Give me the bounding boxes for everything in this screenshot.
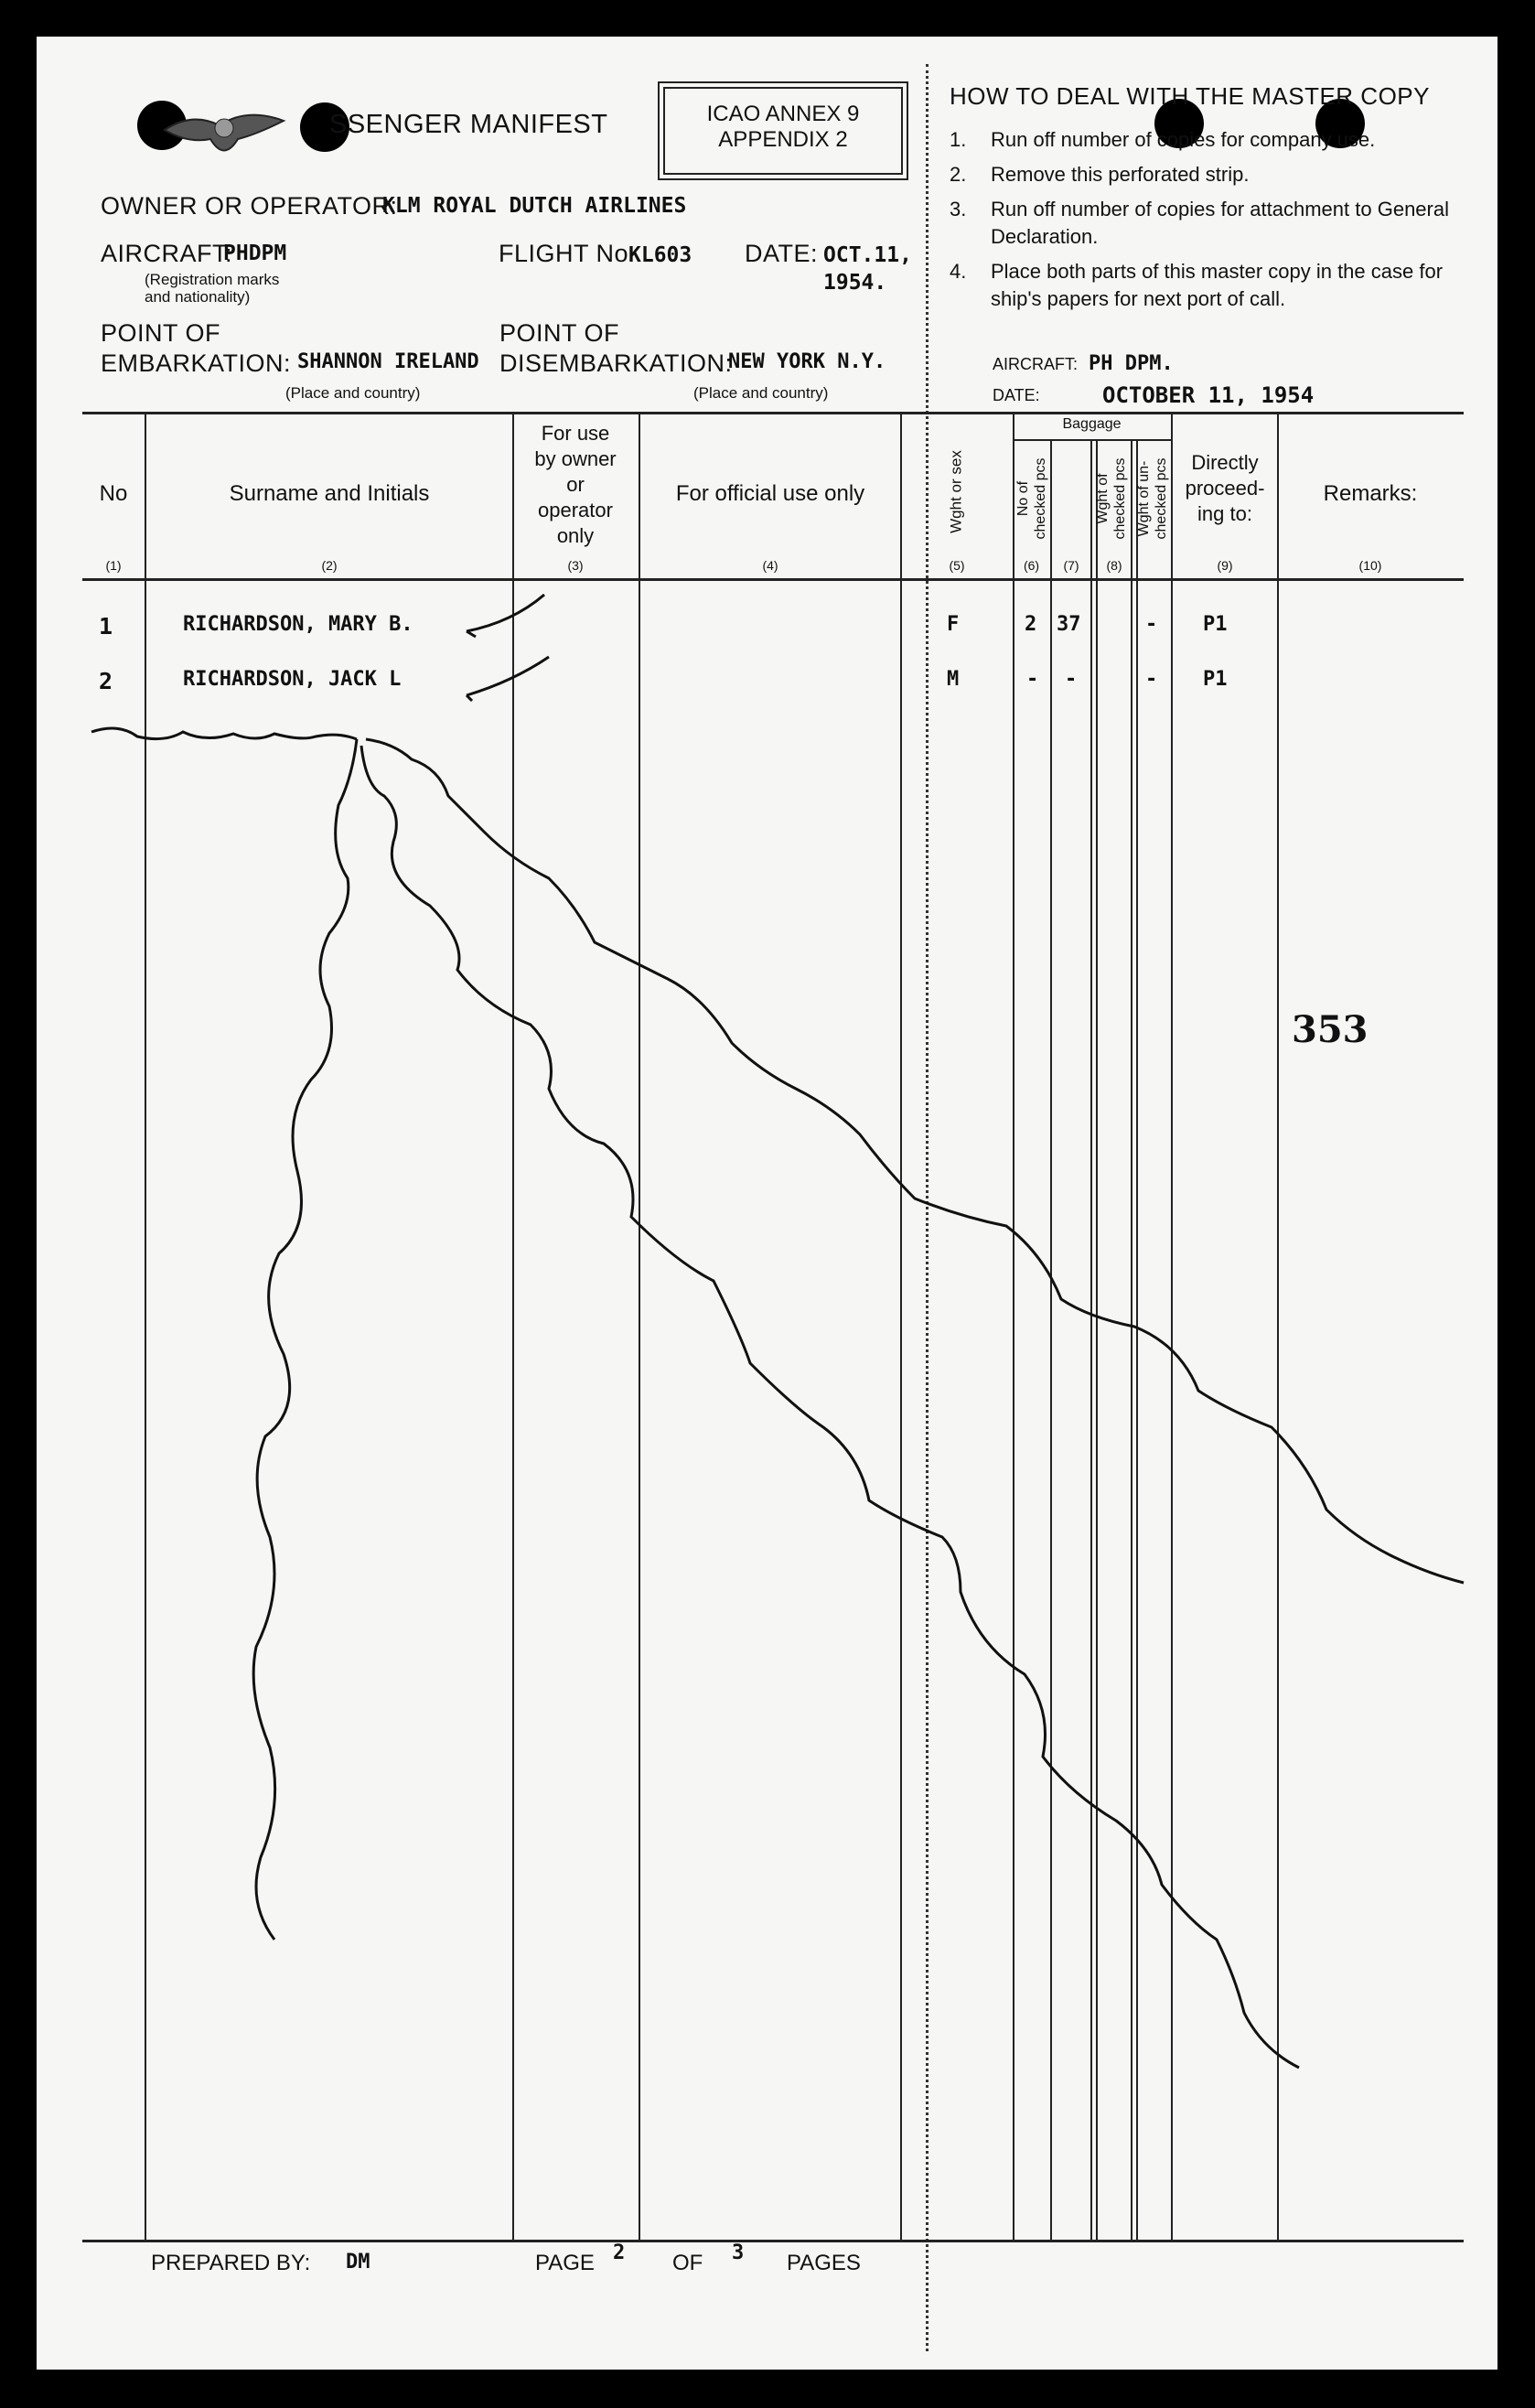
howto-aircraft-label: AIRCRAFT:: [993, 355, 1079, 373]
registration-note-line: (Registration marks: [145, 271, 280, 288]
col-header-no: No: [99, 481, 128, 506]
col-header-line: checked pcs: [1112, 457, 1128, 540]
col-number: (4): [762, 558, 778, 573]
col-header-line: only: [556, 524, 595, 547]
disembark-label-line: DISEMBARKATION:: [499, 349, 733, 377]
row-sex: M: [947, 668, 960, 691]
col-number: (10): [1358, 558, 1382, 573]
manifest-sheet: [37, 37, 1497, 2370]
col-number: (6): [1023, 558, 1040, 573]
row-no: 2: [99, 668, 113, 694]
date-value-line1: OCT.11,: [823, 243, 912, 267]
row-unchecked: -: [1145, 613, 1158, 636]
col-header-line: Wght of: [1095, 473, 1111, 524]
col-number: (3): [567, 558, 584, 573]
flight-value: KL603: [628, 243, 692, 267]
col-header-line: For use: [541, 422, 610, 445]
of-value: 3: [732, 2241, 745, 2264]
row-wght: -: [1065, 668, 1078, 691]
of-label: OF: [672, 2251, 703, 2275]
row-dest: P1: [1203, 668, 1228, 691]
col-header-line: Wght of un-: [1136, 460, 1152, 537]
flight-label: FLIGHT No: [499, 240, 629, 267]
embark-label-line: POINT OF: [101, 319, 221, 347]
col-header-official: For official use only: [675, 481, 865, 506]
date-value-line2: 1954.: [823, 271, 887, 295]
prepared-label: PREPARED BY:: [151, 2251, 311, 2275]
prepared-value: DM: [346, 2251, 370, 2274]
row-unchecked: -: [1145, 668, 1158, 691]
owner-label: OWNER OR OPERATOR:: [101, 192, 398, 220]
owner-value: KLM ROYAL DUTCH AIRLINES: [382, 194, 687, 218]
col-header-line: Directly: [1191, 451, 1259, 474]
row-name: RICHARDSON, JACK L: [183, 668, 402, 691]
howto-num: 1.: [950, 128, 967, 151]
col-header-surname: Surname and Initials: [229, 481, 430, 506]
row-checked: -: [1026, 668, 1039, 691]
icao-annex: ICAO ANNEX 9: [706, 102, 860, 126]
embark-value: SHANNON IRELAND: [297, 350, 479, 373]
howto-text: Place both parts of this master copy in the case for ship's papers for next port of call.: [991, 260, 1444, 310]
col-header-line: operator: [538, 499, 613, 521]
col-number: (9): [1217, 558, 1233, 573]
row-checked: 2: [1025, 613, 1037, 636]
aircraft-label: AIRCRAFT:: [101, 240, 233, 267]
embark-place-note: (Place and country): [285, 384, 421, 402]
page-title: SSENGER MANIFEST: [329, 110, 608, 139]
col-header-line: proceed-: [1185, 477, 1265, 500]
col-header-baggage: Baggage: [1062, 416, 1122, 432]
embark-label-line: EMBARKATION:: [101, 349, 292, 377]
icao-appendix: APPENDIX 2: [718, 127, 848, 152]
howto-date-value: OCTOBER 11, 1954: [1102, 382, 1315, 408]
disembark-label-line: POINT OF: [499, 319, 620, 347]
howto-text: Remove this perforated strip.: [991, 163, 1250, 186]
col-header-line: by owner: [534, 447, 617, 470]
stamp-number: 353: [1292, 1008, 1369, 1051]
cancellation-marks: [37, 37, 1497, 2370]
page-value: 2: [613, 2241, 626, 2264]
disembark-value: NEW YORK N.Y.: [728, 350, 886, 373]
col-number: (8): [1106, 558, 1122, 573]
col-header-line: or: [566, 473, 585, 496]
page-label: PAGE: [535, 2251, 595, 2275]
disembark-place-note: (Place and country): [693, 384, 829, 402]
howto-title: HOW TO DEAL WITH THE MASTER COPY: [950, 82, 1430, 110]
row-sex: F: [947, 613, 960, 636]
howto-num: 4.: [950, 260, 967, 283]
col-number: (5): [949, 558, 965, 573]
col-number: (7): [1063, 558, 1079, 573]
col-header-line: No of: [1015, 480, 1031, 517]
registration-note-line: and nationality): [145, 288, 251, 306]
howto-text: Run off number of copies for attachment to General Declaration.: [991, 198, 1449, 248]
col-header-line: ing to:: [1197, 502, 1252, 525]
row-wght: 37: [1057, 613, 1081, 636]
date-label: DATE:: [745, 240, 819, 267]
howto-num: 3.: [950, 198, 967, 220]
col-header-line: checked pcs: [1154, 457, 1169, 540]
howto-aircraft-value: PH DPM.: [1089, 352, 1174, 375]
row-dest: P1: [1203, 613, 1228, 636]
howto-date-label: DATE:: [993, 386, 1040, 404]
row-no: 1: [99, 613, 113, 640]
row-name: RICHARDSON, MARY B.: [183, 613, 413, 636]
howto-text: Run off number of copies for company use.: [991, 128, 1376, 151]
col-header-remarks: Remarks:: [1323, 481, 1418, 506]
aircraft-value: PHDPM: [223, 242, 287, 265]
howto-num: 2.: [950, 163, 967, 186]
col-number: (1): [105, 558, 122, 573]
col-number: (2): [321, 558, 338, 573]
col-header-weight-sex: Wght or sex: [947, 450, 965, 533]
pages-label: PAGES: [787, 2251, 861, 2275]
col-header-line: checked pcs: [1033, 457, 1048, 540]
